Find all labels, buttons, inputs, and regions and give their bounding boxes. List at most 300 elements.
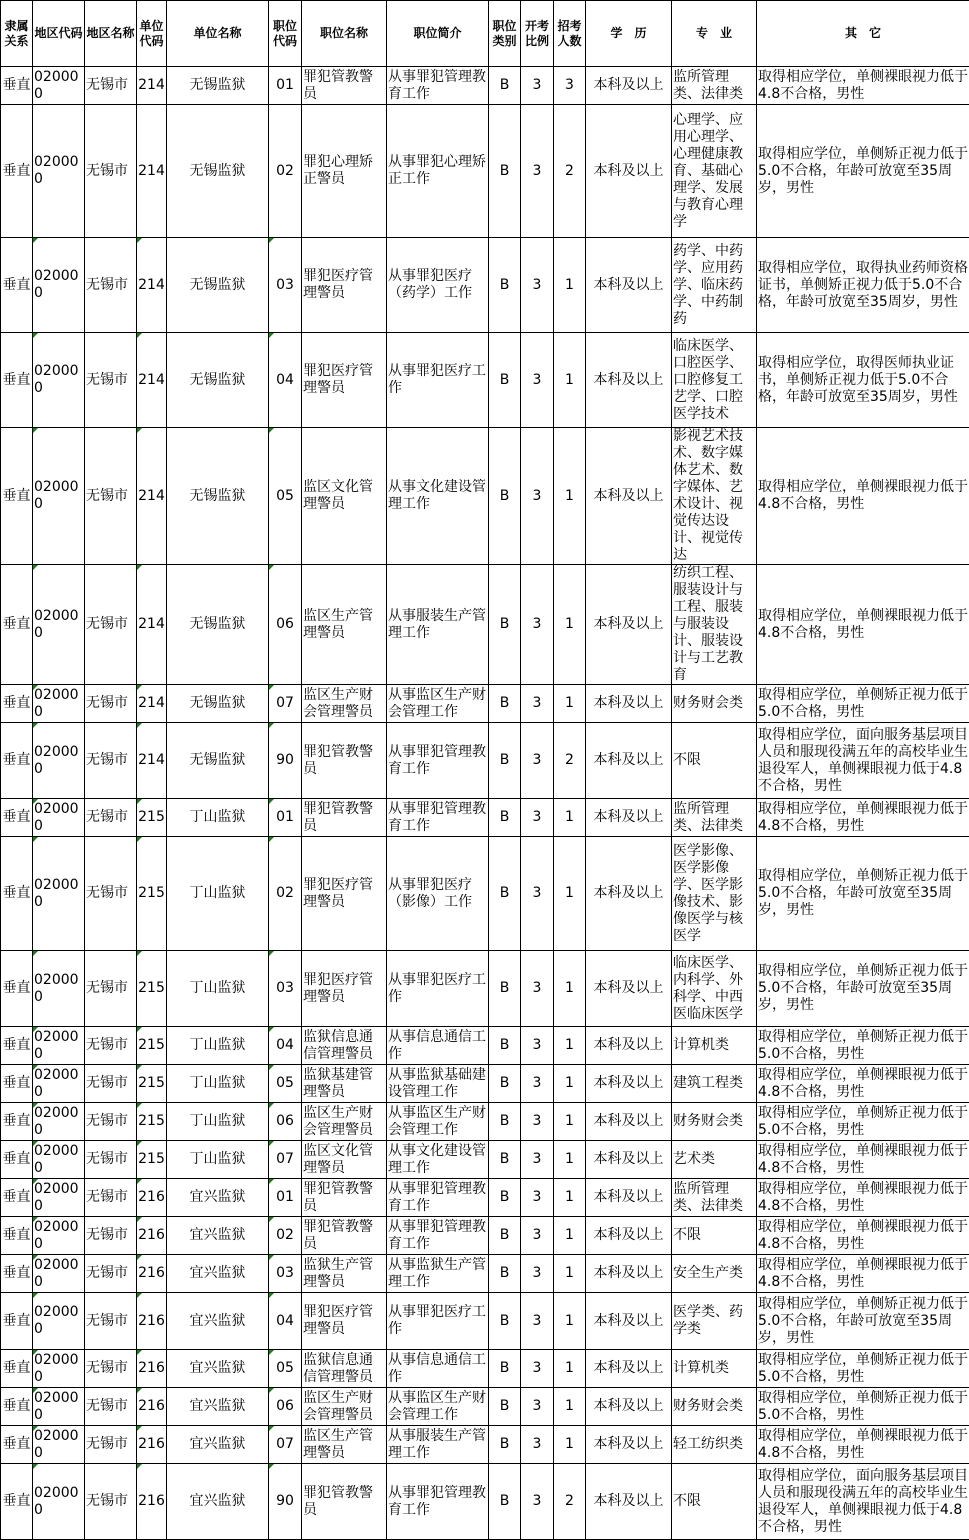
cell-region-name: 无锡市 [85, 1141, 137, 1179]
cell-other: 取得相应学位，单侧裸眼视力低于4.8不合格，男性 [757, 799, 969, 837]
cell-recruit-count: 1 [554, 1217, 586, 1255]
cell-position-code: 06 [269, 1103, 302, 1141]
cell-position-desc: 从事罪犯管理教育工作 [387, 1217, 489, 1255]
cell-region-name: 无锡市 [85, 428, 137, 565]
cell-other: 取得相应学位，单侧裸眼视力低于4.8不合格，男性 [757, 1065, 969, 1103]
cell-major: 监所管理类、法律类 [672, 1179, 757, 1217]
cell-recruit-count: 1 [554, 799, 586, 837]
cell-position-name: 监狱基建管理警员 [302, 1065, 387, 1103]
cell-exam-ratio: 3 [521, 428, 554, 565]
cell-region-name: 无锡市 [85, 1464, 137, 1540]
cell-exam-ratio: 3 [521, 1426, 554, 1464]
table-row [1, 428, 969, 565]
cell-exam-ratio: 3 [521, 1350, 554, 1388]
cell-region-code: 020000 [33, 951, 85, 1027]
cell-position-code: 04 [269, 333, 302, 428]
cell-recruit-count: 1 [554, 1065, 586, 1103]
cell-unit-name: 丁山监狱 [167, 1065, 269, 1103]
cell-region-name: 无锡市 [85, 333, 137, 428]
header-recruit-count: 招考人数 [554, 1, 586, 67]
cell-unit-name: 无锡监狱 [167, 565, 269, 685]
cell-region-code: 020000 [33, 1255, 85, 1293]
cell-unit-code: 214 [137, 723, 167, 799]
table-row [1, 1255, 969, 1293]
cell-exam-ratio: 3 [521, 105, 554, 238]
cell-major: 计算机类 [672, 1027, 757, 1065]
cell-unit-code: 214 [137, 67, 167, 105]
cell-unit-name: 丁山监狱 [167, 1027, 269, 1065]
cell-position-desc: 从事监区生产财会管理工作 [387, 685, 489, 723]
cell-region-name: 无锡市 [85, 238, 137, 333]
cell-position-category: B [489, 1350, 521, 1388]
cell-major: 艺术类 [672, 1141, 757, 1179]
cell-affiliation: 垂直 [1, 799, 33, 837]
header-exam-ratio: 开考比例 [521, 1, 554, 67]
cell-education: 本科及以上 [586, 1217, 672, 1255]
cell-position-category: B [489, 799, 521, 837]
cell-other: 取得相应学位，单侧矫正视力低于5.0不合格，年龄可放宽至35周岁，男性 [757, 837, 969, 951]
cell-region-name: 无锡市 [85, 1350, 137, 1388]
cell-other: 取得相应学位，取得医师执业证书，单侧矫正视力低于5.0不合格，年龄可放宽至35周岁，男性 [757, 333, 969, 428]
cell-position-category: B [489, 238, 521, 333]
cell-position-desc: 从事罪犯医疗工作 [387, 1293, 489, 1350]
cell-other: 取得相应学位，面向服务基层项目人员和服现役满五年的高校毕业生退役军人，单侧裸眼视力低于4.8不合格，男性 [757, 723, 969, 799]
cell-education: 本科及以上 [586, 1464, 672, 1540]
cell-education: 本科及以上 [586, 723, 672, 799]
cell-region-name: 无锡市 [85, 1217, 137, 1255]
cell-unit-name: 无锡监狱 [167, 238, 269, 333]
cell-unit-name: 宜兴监狱 [167, 1388, 269, 1426]
cell-position-category: B [489, 1179, 521, 1217]
cell-exam-ratio: 3 [521, 1141, 554, 1179]
cell-other: 取得相应学位，单侧裸眼视力低于4.8不合格，男性 [757, 565, 969, 685]
cell-region-code: 020000 [33, 1103, 85, 1141]
cell-position-name: 罪犯医疗管理警员 [302, 333, 387, 428]
cell-education: 本科及以上 [586, 333, 672, 428]
cell-exam-ratio: 3 [521, 1103, 554, 1141]
cell-affiliation: 垂直 [1, 1179, 33, 1217]
cell-unit-name: 无锡监狱 [167, 333, 269, 428]
cell-position-name: 监狱生产管理警员 [302, 1255, 387, 1293]
cell-region-code: 020000 [33, 428, 85, 565]
cell-unit-name: 宜兴监狱 [167, 1293, 269, 1350]
cell-unit-code: 214 [137, 428, 167, 565]
cell-position-category: B [489, 1255, 521, 1293]
cell-unit-code: 216 [137, 1426, 167, 1464]
cell-recruit-count: 1 [554, 837, 586, 951]
cell-position-category: B [489, 105, 521, 238]
cell-position-desc: 从事罪犯医疗（影像）工作 [387, 837, 489, 951]
cell-position-code: 07 [269, 1141, 302, 1179]
cell-region-code: 020000 [33, 1217, 85, 1255]
cell-position-desc: 从事罪犯管理教育工作 [387, 799, 489, 837]
cell-recruit-count: 2 [554, 105, 586, 238]
cell-unit-code: 216 [137, 1388, 167, 1426]
table-row [1, 565, 969, 685]
cell-recruit-count: 1 [554, 238, 586, 333]
cell-recruit-count: 1 [554, 685, 586, 723]
cell-unit-code: 215 [137, 1065, 167, 1103]
cell-exam-ratio: 3 [521, 67, 554, 105]
cell-education: 本科及以上 [586, 238, 672, 333]
cell-major: 监所管理类、法律类 [672, 67, 757, 105]
cell-position-desc: 从事罪犯心理矫正工作 [387, 105, 489, 238]
cell-other: 取得相应学位，单侧矫正视力低于5.0不合格，男性 [757, 685, 969, 723]
cell-unit-name: 丁山监狱 [167, 837, 269, 951]
cell-unit-code: 216 [137, 1293, 167, 1350]
cell-region-code: 020000 [33, 67, 85, 105]
cell-position-desc: 从事监狱生产管理工作 [387, 1255, 489, 1293]
cell-position-code: 03 [269, 951, 302, 1027]
cell-unit-code: 215 [137, 799, 167, 837]
cell-education: 本科及以上 [586, 799, 672, 837]
cell-other: 取得相应学位，单侧矫正视力低于5.0不合格，男性 [757, 1103, 969, 1141]
cell-position-name: 罪犯医疗管理警员 [302, 1293, 387, 1350]
cell-position-name: 监区文化管理警员 [302, 1141, 387, 1179]
table-row [1, 238, 969, 333]
cell-affiliation: 垂直 [1, 685, 33, 723]
cell-position-category: B [489, 1027, 521, 1065]
cell-position-code: 02 [269, 837, 302, 951]
cell-other: 取得相应学位，单侧矫正视力低于5.0不合格，年龄可放宽至35周岁，男性 [757, 105, 969, 238]
cell-major: 影视艺术技术、数字媒体艺术、数字媒体、艺术设计、视觉传达设计、视觉传达 [672, 428, 757, 565]
cell-position-name: 罪犯管教警员 [302, 799, 387, 837]
cell-unit-name: 宜兴监狱 [167, 1464, 269, 1540]
cell-position-desc: 从事罪犯管理教育工作 [387, 67, 489, 105]
cell-major: 药学、中药学、应用药学、临床药学、中药制药 [672, 238, 757, 333]
cell-other: 取得相应学位，取得执业药师资格证书，单侧矫正视力低于5.0不合格，年龄可放宽至35周岁，男性 [757, 238, 969, 333]
cell-position-category: B [489, 1103, 521, 1141]
cell-recruit-count: 2 [554, 723, 586, 799]
cell-position-category: B [489, 428, 521, 565]
cell-affiliation: 垂直 [1, 1426, 33, 1464]
table-row [1, 333, 969, 428]
cell-affiliation: 垂直 [1, 1027, 33, 1065]
cell-unit-code: 215 [137, 1103, 167, 1141]
cell-position-desc: 从事罪犯管理教育工作 [387, 1179, 489, 1217]
cell-other: 取得相应学位，单侧裸眼视力低于4.8不合格，男性 [757, 1426, 969, 1464]
cell-position-category: B [489, 723, 521, 799]
cell-unit-name: 无锡监狱 [167, 723, 269, 799]
cell-region-name: 无锡市 [85, 1103, 137, 1141]
cell-position-name: 罪犯心理矫正警员 [302, 105, 387, 238]
cell-position-desc: 从事监区生产财会管理工作 [387, 1103, 489, 1141]
cell-region-code: 020000 [33, 238, 85, 333]
table-row [1, 1065, 969, 1103]
cell-affiliation: 垂直 [1, 1103, 33, 1141]
cell-position-code: 03 [269, 1255, 302, 1293]
cell-major: 不限 [672, 1217, 757, 1255]
cell-affiliation: 垂直 [1, 1217, 33, 1255]
cell-affiliation: 垂直 [1, 1065, 33, 1103]
table-row [1, 1426, 969, 1464]
header-position-code: 职位代码 [269, 1, 302, 67]
header-other: 其 它 [757, 1, 969, 67]
cell-unit-name: 丁山监狱 [167, 951, 269, 1027]
cell-exam-ratio: 3 [521, 685, 554, 723]
cell-region-code: 020000 [33, 1426, 85, 1464]
cell-exam-ratio: 3 [521, 799, 554, 837]
cell-unit-name: 无锡监狱 [167, 685, 269, 723]
cell-position-desc: 从事罪犯管理教育工作 [387, 723, 489, 799]
cell-affiliation: 垂直 [1, 723, 33, 799]
header-region-code: 地区代码 [33, 1, 85, 67]
cell-region-code: 020000 [33, 1464, 85, 1540]
cell-position-code: 01 [269, 1179, 302, 1217]
cell-position-desc: 从事罪犯医疗（药学）工作 [387, 238, 489, 333]
cell-unit-code: 215 [137, 1141, 167, 1179]
cell-region-code: 020000 [33, 685, 85, 723]
header-row [1, 1, 969, 67]
cell-position-name: 监区文化管理警员 [302, 428, 387, 565]
cell-position-name: 罪犯管教警员 [302, 1464, 387, 1540]
cell-unit-name: 宜兴监狱 [167, 1350, 269, 1388]
cell-unit-name: 丁山监狱 [167, 799, 269, 837]
cell-other: 取得相应学位，单侧矫正视力低于5.0不合格，年龄可放宽至35周岁，男性 [757, 1293, 969, 1350]
cell-major: 财务财会类 [672, 1103, 757, 1141]
cell-affiliation: 垂直 [1, 565, 33, 685]
cell-region-name: 无锡市 [85, 1065, 137, 1103]
cell-affiliation: 垂直 [1, 1293, 33, 1350]
cell-major: 医学类、药学类 [672, 1293, 757, 1350]
cell-unit-name: 丁山监狱 [167, 1103, 269, 1141]
cell-education: 本科及以上 [586, 685, 672, 723]
cell-region-code: 020000 [33, 105, 85, 238]
cell-position-name: 罪犯管教警员 [302, 1179, 387, 1217]
cell-region-code: 020000 [33, 1065, 85, 1103]
cell-position-category: B [489, 685, 521, 723]
cell-exam-ratio: 3 [521, 1027, 554, 1065]
cell-region-code: 020000 [33, 1027, 85, 1065]
cell-exam-ratio: 3 [521, 238, 554, 333]
cell-education: 本科及以上 [586, 1179, 672, 1217]
cell-education: 本科及以上 [586, 565, 672, 685]
cell-position-code: 06 [269, 1388, 302, 1426]
table-row [1, 799, 969, 837]
cell-education: 本科及以上 [586, 1065, 672, 1103]
cell-unit-name: 宜兴监狱 [167, 1255, 269, 1293]
cell-position-name: 监区生产财会管理警员 [302, 1388, 387, 1426]
cell-other: 取得相应学位，单侧矫正视力低于5.0不合格，男性 [757, 1027, 969, 1065]
cell-other: 取得相应学位，单侧裸眼视力低于4.8不合格，男性 [757, 1217, 969, 1255]
cell-region-name: 无锡市 [85, 723, 137, 799]
cell-affiliation: 垂直 [1, 238, 33, 333]
cell-unit-code: 215 [137, 1027, 167, 1065]
cell-region-code: 020000 [33, 1350, 85, 1388]
cell-affiliation: 垂直 [1, 105, 33, 238]
cell-exam-ratio: 3 [521, 723, 554, 799]
cell-major: 财务财会类 [672, 1388, 757, 1426]
cell-recruit-count: 1 [554, 951, 586, 1027]
cell-region-code: 020000 [33, 1388, 85, 1426]
cell-major: 轻工纺织类 [672, 1426, 757, 1464]
cell-unit-name: 丁山监狱 [167, 1141, 269, 1179]
cell-position-code: 02 [269, 105, 302, 238]
cell-position-category: B [489, 951, 521, 1027]
table-row [1, 1293, 969, 1350]
cell-education: 本科及以上 [586, 1255, 672, 1293]
cell-region-name: 无锡市 [85, 565, 137, 685]
cell-recruit-count: 1 [554, 428, 586, 565]
header-education: 学 历 [586, 1, 672, 67]
cell-region-name: 无锡市 [85, 1388, 137, 1426]
cell-unit-code: 216 [137, 1179, 167, 1217]
table-row [1, 1388, 969, 1426]
cell-unit-code: 214 [137, 565, 167, 685]
cell-recruit-count: 3 [554, 67, 586, 105]
cell-position-desc: 从事监狱基础建设管理工作 [387, 1065, 489, 1103]
table-row [1, 723, 969, 799]
cell-affiliation: 垂直 [1, 333, 33, 428]
cell-unit-code: 214 [137, 333, 167, 428]
cell-education: 本科及以上 [586, 1103, 672, 1141]
cell-other: 取得相应学位，单侧矫正视力低于5.0不合格，年龄可放宽至35周岁，男性 [757, 951, 969, 1027]
cell-region-name: 无锡市 [85, 685, 137, 723]
cell-unit-code: 214 [137, 685, 167, 723]
cell-major: 纺织工程、服装设计与工程、服装与服装设计、服装设计与工艺教育 [672, 565, 757, 685]
cell-position-name: 罪犯医疗管理警员 [302, 951, 387, 1027]
cell-unit-code: 216 [137, 1217, 167, 1255]
cell-other: 取得相应学位，单侧裸眼视力低于4.8不合格，男性 [757, 1255, 969, 1293]
cell-exam-ratio: 3 [521, 1464, 554, 1540]
cell-position-code: 01 [269, 67, 302, 105]
cell-region-code: 020000 [33, 837, 85, 951]
cell-unit-name: 宜兴监狱 [167, 1217, 269, 1255]
cell-position-code: 90 [269, 1464, 302, 1540]
cell-position-category: B [489, 67, 521, 105]
cell-other: 取得相应学位，单侧裸眼视力低于4.8不合格，男性 [757, 1141, 969, 1179]
cell-exam-ratio: 3 [521, 1065, 554, 1103]
cell-position-category: B [489, 565, 521, 685]
cell-position-desc: 从事罪犯医疗工作 [387, 333, 489, 428]
cell-recruit-count: 1 [554, 1255, 586, 1293]
cell-region-code: 020000 [33, 1179, 85, 1217]
cell-affiliation: 垂直 [1, 1350, 33, 1388]
cell-unit-code: 214 [137, 105, 167, 238]
cell-education: 本科及以上 [586, 1388, 672, 1426]
cell-region-name: 无锡市 [85, 951, 137, 1027]
cell-education: 本科及以上 [586, 1426, 672, 1464]
cell-exam-ratio: 3 [521, 1388, 554, 1426]
cell-unit-name: 无锡监狱 [167, 67, 269, 105]
cell-affiliation: 垂直 [1, 1464, 33, 1540]
cell-other: 取得相应学位，单侧裸眼视力低于4.8不合格，男性 [757, 1179, 969, 1217]
cell-position-desc: 从事信息通信工作 [387, 1350, 489, 1388]
cell-region-code: 020000 [33, 1293, 85, 1350]
header-position-name: 职位名称 [302, 1, 387, 67]
header-unit-name: 单位名称 [167, 1, 269, 67]
cell-position-code: 03 [269, 238, 302, 333]
cell-position-category: B [489, 1141, 521, 1179]
header-position-category: 职位类别 [489, 1, 521, 67]
cell-position-desc: 从事监区生产财会管理工作 [387, 1388, 489, 1426]
cell-affiliation: 垂直 [1, 837, 33, 951]
cell-position-category: B [489, 1293, 521, 1350]
header-position-desc: 职位简介 [387, 1, 489, 67]
header-affiliation: 隶属关系 [1, 1, 33, 67]
cell-exam-ratio: 3 [521, 1255, 554, 1293]
cell-position-code: 06 [269, 565, 302, 685]
table-row [1, 105, 969, 238]
cell-recruit-count: 2 [554, 1464, 586, 1540]
cell-position-code: 05 [269, 428, 302, 565]
cell-position-name: 罪犯管教警员 [302, 1217, 387, 1255]
cell-education: 本科及以上 [586, 1027, 672, 1065]
cell-position-desc: 从事罪犯管理教育工作 [387, 1464, 489, 1540]
cell-position-desc: 从事信息通信工作 [387, 1027, 489, 1065]
cell-region-code: 020000 [33, 799, 85, 837]
cell-position-code: 90 [269, 723, 302, 799]
cell-education: 本科及以上 [586, 837, 672, 951]
cell-position-name: 罪犯医疗管理警员 [302, 837, 387, 951]
cell-education: 本科及以上 [586, 105, 672, 238]
cell-affiliation: 垂直 [1, 67, 33, 105]
cell-major: 监所管理类、法律类 [672, 799, 757, 837]
cell-region-name: 无锡市 [85, 67, 137, 105]
cell-major: 建筑工程类 [672, 1065, 757, 1103]
cell-exam-ratio: 3 [521, 1293, 554, 1350]
cell-recruit-count: 1 [554, 1388, 586, 1426]
cell-position-category: B [489, 1217, 521, 1255]
cell-education: 本科及以上 [586, 951, 672, 1027]
cell-region-name: 无锡市 [85, 1255, 137, 1293]
cell-education: 本科及以上 [586, 1350, 672, 1388]
cell-position-code: 05 [269, 1350, 302, 1388]
cell-position-name: 罪犯管教警员 [302, 67, 387, 105]
cell-position-desc: 从事文化建设管理工作 [387, 1141, 489, 1179]
cell-affiliation: 垂直 [1, 1255, 33, 1293]
cell-position-category: B [489, 333, 521, 428]
header-unit-code: 单位代码 [137, 1, 167, 67]
cell-recruit-count: 1 [554, 1103, 586, 1141]
cell-position-code: 07 [269, 685, 302, 723]
cell-other: 取得相应学位，单侧矫正视力低于5.0不合格，男性 [757, 1388, 969, 1426]
cell-exam-ratio: 3 [521, 565, 554, 685]
cell-region-name: 无锡市 [85, 1293, 137, 1350]
cell-other: 取得相应学位，单侧裸眼视力低于4.8不合格，男性 [757, 428, 969, 565]
cell-unit-name: 无锡监狱 [167, 105, 269, 238]
cell-exam-ratio: 3 [521, 837, 554, 951]
cell-affiliation: 垂直 [1, 1388, 33, 1426]
cell-unit-name: 无锡监狱 [167, 428, 269, 565]
cell-position-name: 罪犯医疗管理警员 [302, 238, 387, 333]
cell-recruit-count: 1 [554, 333, 586, 428]
cell-unit-code: 216 [137, 1464, 167, 1540]
header-major: 专 业 [672, 1, 757, 67]
table-row [1, 1027, 969, 1065]
cell-position-category: B [489, 1388, 521, 1426]
cell-position-category: B [489, 837, 521, 951]
cell-position-desc: 从事文化建设管理工作 [387, 428, 489, 565]
cell-region-code: 020000 [33, 723, 85, 799]
cell-position-code: 07 [269, 1426, 302, 1464]
cell-major: 不限 [672, 723, 757, 799]
cell-major: 临床医学、内科学、外科学、中西医临床医学 [672, 951, 757, 1027]
table-row [1, 1141, 969, 1179]
table-row [1, 951, 969, 1027]
cell-position-desc: 从事服装生产管理工作 [387, 1426, 489, 1464]
cell-recruit-count: 1 [554, 565, 586, 685]
cell-unit-code: 216 [137, 1350, 167, 1388]
cell-position-code: 02 [269, 1217, 302, 1255]
cell-unit-name: 宜兴监狱 [167, 1426, 269, 1464]
cell-education: 本科及以上 [586, 67, 672, 105]
cell-unit-code: 214 [137, 238, 167, 333]
cell-education: 本科及以上 [586, 1141, 672, 1179]
cell-unit-code: 215 [137, 837, 167, 951]
cell-position-name: 监区生产管理警员 [302, 1426, 387, 1464]
cell-affiliation: 垂直 [1, 1141, 33, 1179]
